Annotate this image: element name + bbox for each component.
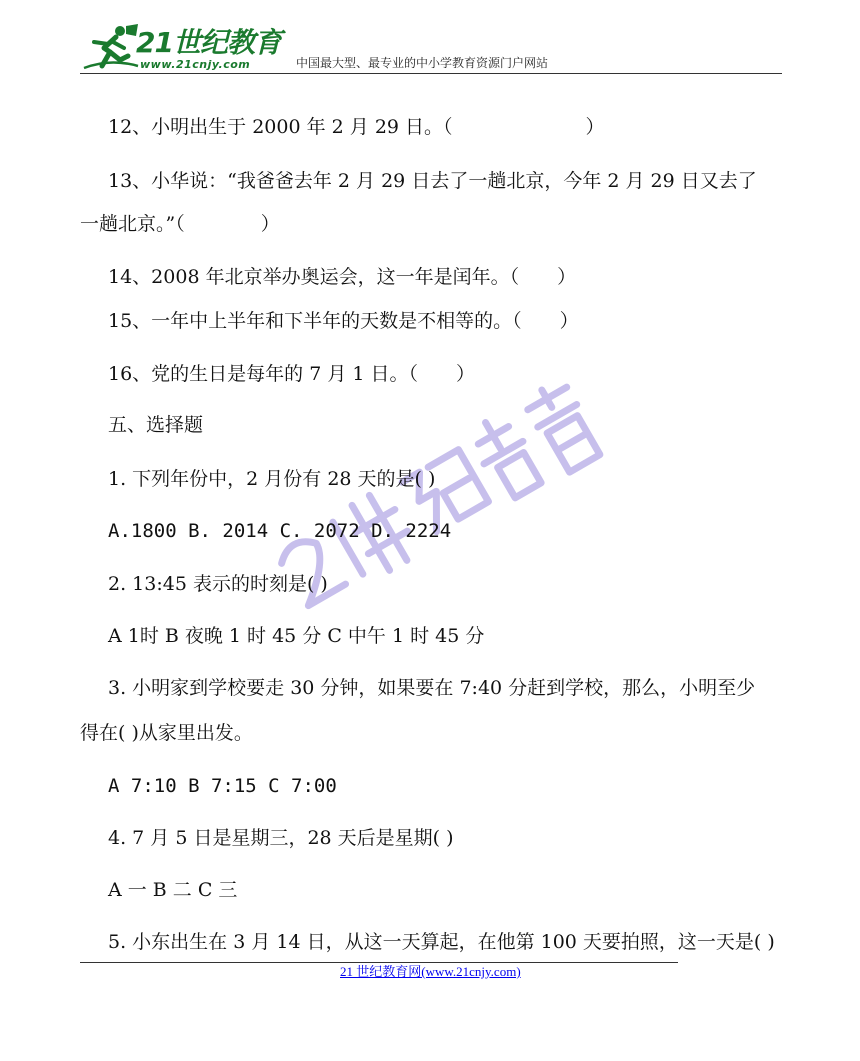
choice-question-2: 2. 13:45 表示的时刻是( ) — [108, 573, 328, 595]
question-14: 14、2008 年北京举办奥运会，这一年是闰年。（ ） — [108, 266, 577, 288]
header-slogan: 中国最大型、最专业的中小学教育资源门户网站 — [296, 56, 549, 70]
question-15: 15、一年中上半年和下半年的天数是不相等的。（ ） — [108, 310, 579, 332]
choice-question-3-line-1: 3. 小明家到学校要走 30 分钟，如果要在 7:40 分赶到学校，那么，小明至少 — [108, 677, 756, 699]
choice-question-1: 1. 下列年份中，2 月份有 28 天的是( ) — [108, 468, 436, 490]
running-man-icon — [80, 22, 140, 74]
question-13-line-2: 一趟北京。”（ ） — [80, 213, 280, 235]
footer-divider — [80, 962, 678, 963]
choice-question-2-options: A 1时 B 夜晚 1 时 45 分 C 中午 1 时 45 分 — [108, 625, 485, 647]
choice-question-5: 5. 小东出生在 3 月 14 日，从这一天算起，在他第 100 天要拍照，这一天是( ) — [108, 931, 775, 953]
choice-question-3-line-2: 得在( )从家里出发。 — [80, 722, 253, 744]
header-divider — [80, 73, 782, 74]
question-13-line-1: 13、小华说：“我爸爸去年 2 月 29 日去了一趟北京，今年 2 月 29 日又去了 — [108, 170, 757, 192]
footer-site-link[interactable]: 21 世纪教育网(www.21cnjy.com) — [340, 964, 521, 979]
choice-question-3-options: A 7:10 B 7:15 C 7:00 — [108, 775, 337, 797]
choice-question-1-options: A.1800 B. 2014 C. 2072 D. 2224 — [108, 520, 452, 542]
logo-url-text: www.21cnjy.com — [140, 58, 251, 71]
site-logo[interactable] — [80, 22, 290, 74]
choice-question-4: 4. 7 月 5 日是星期三，28 天后是星期( ) — [108, 827, 454, 849]
section-title-choice: 五、选择题 — [108, 414, 204, 436]
choice-question-4-options: A 一 B 二 C 三 — [108, 879, 238, 901]
logo-brand-text: 21世纪教育 — [136, 26, 281, 59]
page-header — [80, 22, 782, 74]
question-16: 16、党的生日是每年的 7 月 1 日。（ ） — [108, 363, 476, 385]
question-12: 12、小明出生于 2000 年 2 月 29 日。（ ） — [108, 116, 605, 138]
